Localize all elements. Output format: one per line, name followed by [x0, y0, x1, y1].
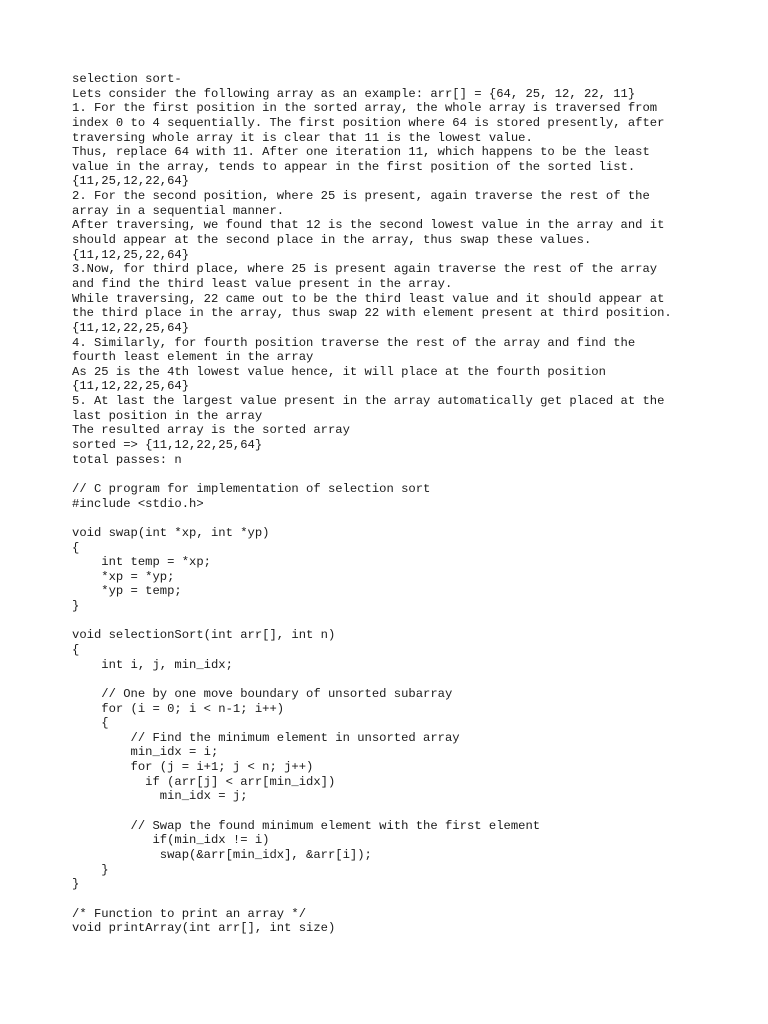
doc-line: } [72, 599, 80, 614]
doc-line: sorted => {11,12,22,25,64} [72, 438, 263, 453]
doc-line: if (arr[j] < arr[min_idx]) [72, 774, 336, 789]
doc-line: for (i = 0; i < n-1; i++) [72, 701, 285, 716]
doc-line [72, 614, 732, 629]
doc-line: *yp = temp; [72, 584, 182, 599]
doc-line: // Find the minimum element in unsorted array [72, 730, 460, 745]
doc-line: { [72, 716, 109, 731]
doc-line: Lets consider the following array as an example: arr[] = {64, 25, 12, 22, 11} [72, 86, 636, 101]
doc-line: 2. For the second position, where 25 is present, again traverse the rest of the [72, 189, 650, 204]
doc-line: // C program for implementation of selection sort [72, 481, 431, 496]
doc-line: void swap(int *xp, int *yp) [72, 525, 270, 540]
doc-line: // One by one move boundary of unsorted subarray [72, 686, 453, 701]
doc-line: and find the third least value present in the array. [72, 276, 453, 291]
doc-line [72, 672, 732, 687]
doc-line: for (j = i+1; j < n; j++) [72, 760, 314, 775]
document-page [72, 72, 732, 936]
doc-line: {11,12,22,25,64} [72, 379, 190, 394]
doc-line: int temp = *xp; [72, 555, 211, 570]
doc-line: selection sort- [72, 72, 182, 86]
doc-line [72, 892, 732, 907]
doc-line [72, 511, 732, 526]
doc-line: } [72, 862, 109, 877]
doc-line: fourth least element in the array [72, 350, 314, 365]
doc-line: value in the array, tends to appear in the first position of the sorted list. [72, 159, 636, 174]
doc-line: As 25 is the 4th lowest value hence, it will place at the fourth position [72, 364, 606, 379]
doc-line: 3.Now, for third place, where 25 is present again traverse the rest of the array [72, 262, 658, 277]
doc-line: *xp = *yp; [72, 569, 175, 584]
doc-line: { [72, 642, 80, 657]
doc-line: #include <stdio.h> [72, 496, 204, 511]
doc-line: if(min_idx != i) [72, 833, 270, 848]
doc-line: {11,25,12,22,64} [72, 174, 190, 189]
doc-line [72, 804, 732, 819]
doc-line: index 0 to 4 sequentially. The first position where 64 is stored presently, after [72, 115, 665, 130]
doc-line: While traversing, 22 came out to be the third least value and it should appear at [72, 291, 665, 306]
doc-line: After traversing, we found that 12 is the second lowest value in the array and it [72, 218, 665, 233]
doc-line: /* Function to print an array */ [72, 906, 307, 921]
doc-line: 1. For the first position in the sorted array, the whole array is traversed from [72, 101, 658, 116]
doc-line: array in a sequential manner. [72, 203, 285, 218]
doc-line: void selectionSort(int arr[], int n) [72, 628, 336, 643]
doc-line: int i, j, min_idx; [72, 657, 233, 672]
doc-line: should appear at the second place in the array, thus swap these values. [72, 233, 592, 248]
doc-line: {11,12,22,25,64} [72, 320, 190, 335]
doc-line: 5. At last the largest value present in the array automatically get placed at the [72, 394, 665, 409]
doc-line: // Swap the found minimum element with the first element [72, 818, 541, 833]
doc-line: total passes: n [72, 452, 182, 467]
doc-line: { [72, 540, 80, 555]
doc-line: min_idx = i; [72, 745, 219, 760]
doc-line: swap(&arr[min_idx], &arr[i]); [72, 847, 372, 862]
doc-line: 4. Similarly, for fourth position traverse the rest of the array and find the [72, 335, 636, 350]
doc-line: void printArray(int arr[], int size) [72, 921, 336, 936]
doc-line: Thus, replace 64 with 11. After one iteration 11, which happens to be the least [72, 145, 650, 160]
doc-line: last position in the array [72, 408, 263, 423]
doc-line: } [72, 877, 80, 892]
doc-line: min_idx = j; [72, 789, 248, 804]
doc-line: traversing whole array it is clear that 11 is the lowest value. [72, 130, 533, 145]
doc-line: {11,12,25,22,64} [72, 247, 190, 262]
doc-line: the third place in the array, thus swap 22 with element present at third position. [72, 306, 672, 321]
doc-line [72, 467, 732, 482]
doc-line: The resulted array is the sorted array [72, 423, 350, 438]
